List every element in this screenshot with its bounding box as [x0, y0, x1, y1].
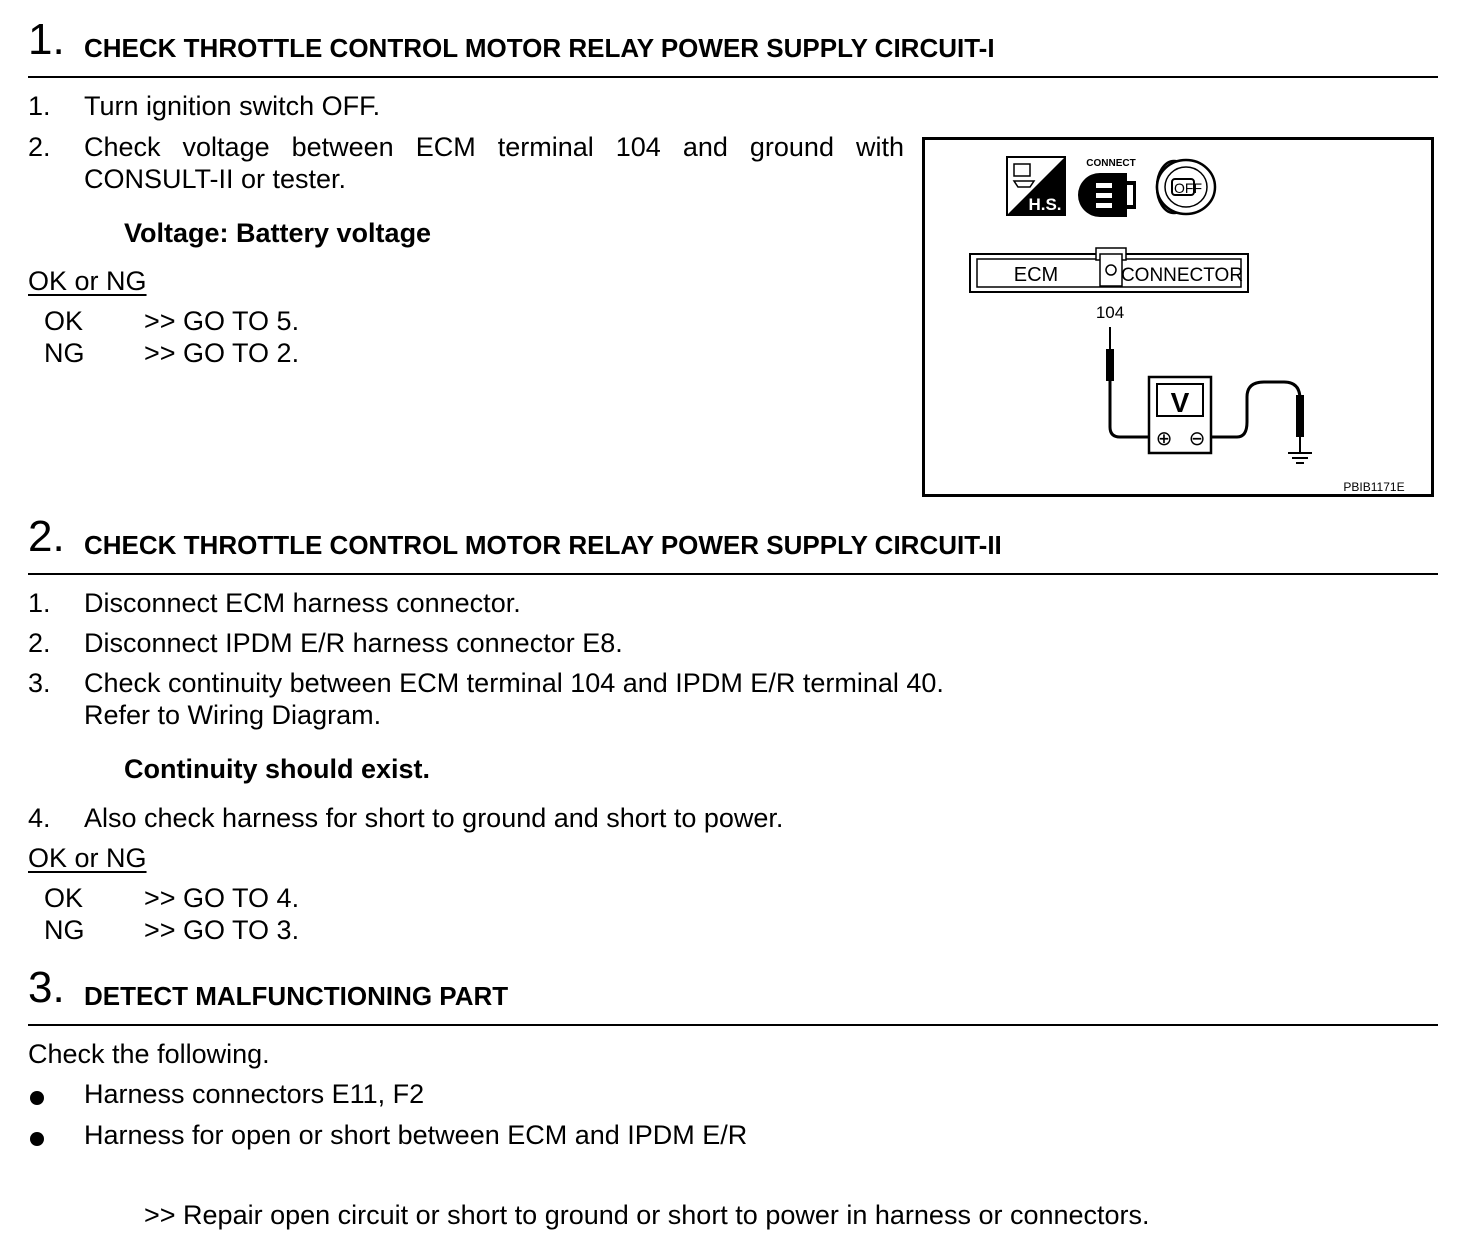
- bullet-text: Harness for open or short between ECM and IPDM E/R: [84, 1120, 748, 1150]
- ok-ng-label: OK or NG: [28, 266, 147, 296]
- step-text: Also check harness for short to ground and short to power.: [84, 803, 784, 833]
- result-action: >> GO TO 4.: [144, 883, 300, 913]
- step-text: Disconnect ECM harness connector.: [84, 588, 521, 618]
- connect-icon: [1078, 158, 1136, 217]
- result-action: >> GO TO 3.: [144, 915, 300, 945]
- section-title: CHECK THROTTLE CONTROL MOTOR RELAY POWER SUPPLY CIRCUIT-II: [84, 530, 1002, 560]
- spec-text: Voltage: Battery voltage: [124, 218, 432, 248]
- spec-text: Continuity should exist.: [124, 754, 431, 784]
- minus-terminal: ⊖: [1188, 426, 1206, 450]
- step-number: 1.: [28, 588, 51, 618]
- result-status: OK: [44, 306, 84, 336]
- step-number: 3.: [28, 668, 51, 698]
- positive-probe: [1106, 349, 1114, 381]
- step-text: Disconnect IPDM E/R harness connector E8.: [84, 628, 623, 658]
- voltmeter: [1149, 377, 1211, 453]
- result-action: >> GO TO 2.: [144, 338, 300, 368]
- hs-label: H.S.: [1028, 195, 1062, 214]
- ecm-label: ECM: [1013, 264, 1059, 286]
- result-status: OK: [44, 883, 84, 913]
- section-number: 3.: [28, 963, 65, 1012]
- section-title: DETECT MALFUNCTIONING PART: [84, 981, 509, 1011]
- plus-terminal: ⊕: [1155, 426, 1173, 450]
- ok-ng-label: OK or NG: [28, 843, 147, 873]
- result-status: NG: [44, 338, 85, 368]
- ignition-off-icon: [1157, 160, 1215, 214]
- result-status: NG: [44, 915, 85, 945]
- connect-label: CONNECT: [1086, 158, 1136, 169]
- section-title: CHECK THROTTLE CONTROL MOTOR RELAY POWER SUPPLY CIRCUIT-I: [84, 33, 995, 63]
- step-number: 2.: [28, 132, 51, 162]
- section-1-header: [28, 16, 1438, 78]
- check-intro: Check the following.: [28, 1039, 270, 1069]
- section-2-header: [28, 513, 1438, 575]
- final-action: >> Repair open circuit or short to ground or short to power in harness or connectors.: [144, 1200, 1150, 1230]
- meter-label: V: [1170, 387, 1190, 418]
- bullet-icon: [30, 1132, 44, 1146]
- figure-code: PBIB1171E: [1343, 480, 1405, 494]
- bullet-icon: [30, 1091, 44, 1105]
- step-text: Check continuity between ECM terminal 104 and IPDM E/R terminal 40.: [84, 668, 944, 698]
- hs-icon: [1007, 157, 1065, 215]
- bullet-text: Harness connectors E11, F2: [84, 1079, 425, 1109]
- section-number: 2.: [28, 512, 65, 561]
- section-3-header: [28, 964, 1438, 1026]
- off-label: OFF: [1174, 180, 1202, 196]
- section-number: 1.: [28, 15, 65, 64]
- connector-label: CONNECTOR: [1120, 265, 1244, 286]
- terminal-label: 104: [1095, 303, 1125, 322]
- step-text-note: Refer to Wiring Diagram.: [84, 700, 382, 730]
- step-text: Turn ignition switch OFF.: [84, 91, 381, 121]
- result-action: >> GO TO 5.: [144, 306, 300, 336]
- step-number: 4.: [28, 803, 51, 833]
- step-number: 2.: [28, 628, 51, 658]
- ecm-connector: [970, 248, 1248, 292]
- negative-probe: [1296, 395, 1304, 437]
- voltage-check-diagram: [922, 137, 1434, 497]
- step-text: Check voltage between ECM terminal 104 and ground with CONSULT-II or tester.: [84, 132, 904, 194]
- step-number: 1.: [28, 91, 51, 121]
